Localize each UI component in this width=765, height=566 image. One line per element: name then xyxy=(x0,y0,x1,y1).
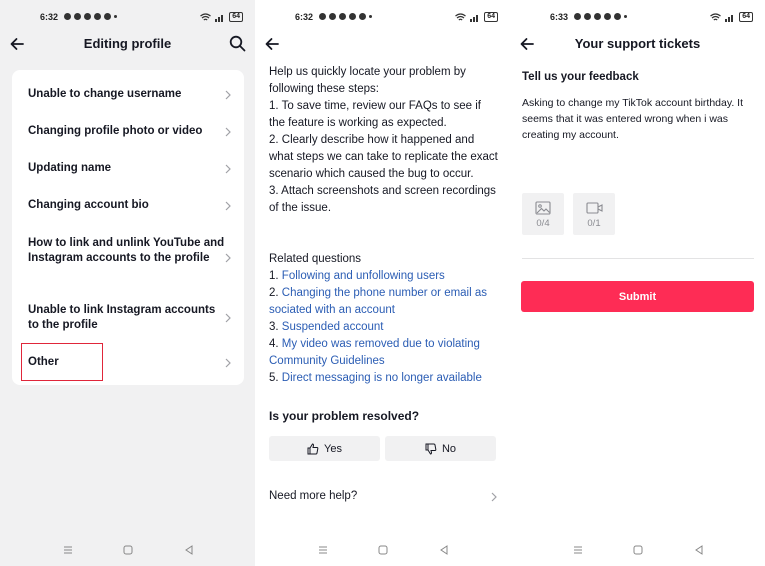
signal-icon xyxy=(215,13,225,22)
list-item[interactable] xyxy=(28,236,228,266)
status-time: 6:32 xyxy=(295,12,314,22)
item-label: Changing profile photo or video xyxy=(28,125,203,137)
item-label: Unable to link Instagram accounts to the profile xyxy=(28,304,216,331)
notification-icons xyxy=(574,13,627,20)
battery-icon: 64 xyxy=(484,12,498,22)
status-bar xyxy=(255,10,510,26)
no-button[interactable] xyxy=(385,436,496,461)
system-nav-bar xyxy=(510,540,765,560)
related-link[interactable]: Suspended account xyxy=(281,321,384,333)
menu-icon[interactable] xyxy=(63,545,73,555)
signal-icon xyxy=(470,13,480,22)
related-link[interactable]: Following and unfollowing users xyxy=(281,270,445,282)
related-link[interactable]: Changing the phone number or email as sociated with an account xyxy=(269,287,488,316)
wifi-icon xyxy=(710,13,721,22)
related-question: 4. My video was removed due to violating Community Guidelines xyxy=(269,338,480,367)
chevron-right-icon xyxy=(224,313,232,323)
system-nav-bar xyxy=(255,540,510,560)
chevron-right-icon xyxy=(224,164,232,174)
item-label: How to link and unlink YouTube and Instagram accounts to the profile xyxy=(28,237,225,264)
video-icon xyxy=(586,201,603,215)
header xyxy=(255,32,510,56)
video-count: 0/1 xyxy=(587,218,601,229)
resolved-question: Is your problem resolved? xyxy=(269,409,420,423)
editing-profile-screen xyxy=(0,0,255,566)
search-icon[interactable] xyxy=(229,35,246,52)
chevron-right-icon xyxy=(224,358,232,368)
feedback-heading: Tell us your feedback xyxy=(522,71,639,83)
highlight-box xyxy=(21,343,103,381)
yes-label: Yes xyxy=(324,442,342,455)
back-nav-icon[interactable] xyxy=(439,545,449,555)
battery-icon: 64 xyxy=(739,12,753,22)
back-arrow-icon[interactable] xyxy=(264,36,280,52)
related-questions xyxy=(269,251,499,387)
thumbs-up-icon xyxy=(307,443,319,455)
chevron-right-icon xyxy=(224,253,232,263)
thumbs-down-icon xyxy=(425,443,437,455)
back-nav-icon[interactable] xyxy=(694,545,704,555)
image-count: 0/4 xyxy=(536,218,550,229)
home-icon[interactable] xyxy=(378,545,388,555)
system-icons xyxy=(455,12,498,22)
chevron-right-icon xyxy=(224,90,232,100)
battery-icon: 64 xyxy=(229,12,243,22)
instructions xyxy=(269,64,499,217)
system-icons xyxy=(200,12,243,22)
item-label: Unable to change username xyxy=(28,88,182,100)
header xyxy=(510,32,765,56)
header xyxy=(0,32,255,56)
home-icon[interactable] xyxy=(123,545,133,555)
back-nav-icon[interactable] xyxy=(184,545,194,555)
chevron-right-icon xyxy=(224,127,232,137)
list-item[interactable] xyxy=(28,124,228,139)
related-question: 2. Changing the phone number or email as sociated with an account xyxy=(269,287,488,316)
status-bar xyxy=(510,10,765,26)
item-label: Other xyxy=(28,356,59,368)
menu-icon[interactable] xyxy=(318,545,328,555)
need-more-help-link[interactable]: Need more help? xyxy=(269,490,358,502)
notification-icons xyxy=(64,13,117,20)
notification-icons xyxy=(319,13,372,20)
wifi-icon xyxy=(455,13,466,22)
item-label: Changing account bio xyxy=(28,199,149,211)
yes-button[interactable] xyxy=(269,436,380,461)
feedback-textarea[interactable]: Asking to change my TikTok account birthday. It seems that it was entered wrong when i was creating my account. xyxy=(522,97,743,141)
list-item[interactable] xyxy=(28,161,228,176)
add-image-button[interactable] xyxy=(522,193,564,235)
related-link[interactable]: My video was removed due to violating Community Guidelines xyxy=(269,338,480,367)
related-link[interactable]: Direct messaging is no longer available xyxy=(281,372,482,384)
page-title: Editing profile xyxy=(83,36,172,51)
intro-text: Help us quickly locate your problem by following these steps: xyxy=(269,66,466,95)
related-question: 5. Direct messaging is no longer available xyxy=(269,372,482,384)
support-tickets-screen xyxy=(510,0,765,566)
related-question: 1. Following and unfollowing users xyxy=(269,270,445,282)
step-3: 3. Attach screenshots and screen recordings of the issue. xyxy=(269,185,496,214)
status-time: 6:32 xyxy=(40,12,59,22)
menu-icon[interactable] xyxy=(573,545,583,555)
home-icon[interactable] xyxy=(633,545,643,555)
signal-icon xyxy=(725,13,735,22)
page-title: Your support tickets xyxy=(574,36,701,51)
status-bar xyxy=(0,10,255,26)
help-article-screen xyxy=(255,0,510,566)
chevron-right-icon xyxy=(490,492,498,502)
wifi-icon xyxy=(200,13,211,22)
topics-list xyxy=(12,70,244,385)
system-nav-bar xyxy=(0,540,255,560)
divider xyxy=(522,258,754,259)
list-item[interactable] xyxy=(28,198,228,213)
submit-button[interactable]: Submit xyxy=(521,281,754,312)
step-2: 2. Clearly describe how it happened and what steps we can take to replicate the exact scenario which caused the bug to occur. xyxy=(269,134,498,180)
step-1: 1. To save time, review our FAQs to see if the feature is working as expected. xyxy=(269,100,481,129)
related-heading: Related questions xyxy=(269,253,362,265)
chevron-right-icon xyxy=(224,201,232,211)
status-time: 6:33 xyxy=(550,12,569,22)
item-label: Updating name xyxy=(28,162,112,174)
system-icons xyxy=(710,12,753,22)
image-icon xyxy=(535,201,551,215)
no-label: No xyxy=(441,442,457,455)
related-question: 3. Suspended account xyxy=(269,321,384,333)
list-item[interactable] xyxy=(28,303,228,333)
list-item[interactable] xyxy=(28,87,228,102)
add-video-button[interactable] xyxy=(573,193,615,235)
